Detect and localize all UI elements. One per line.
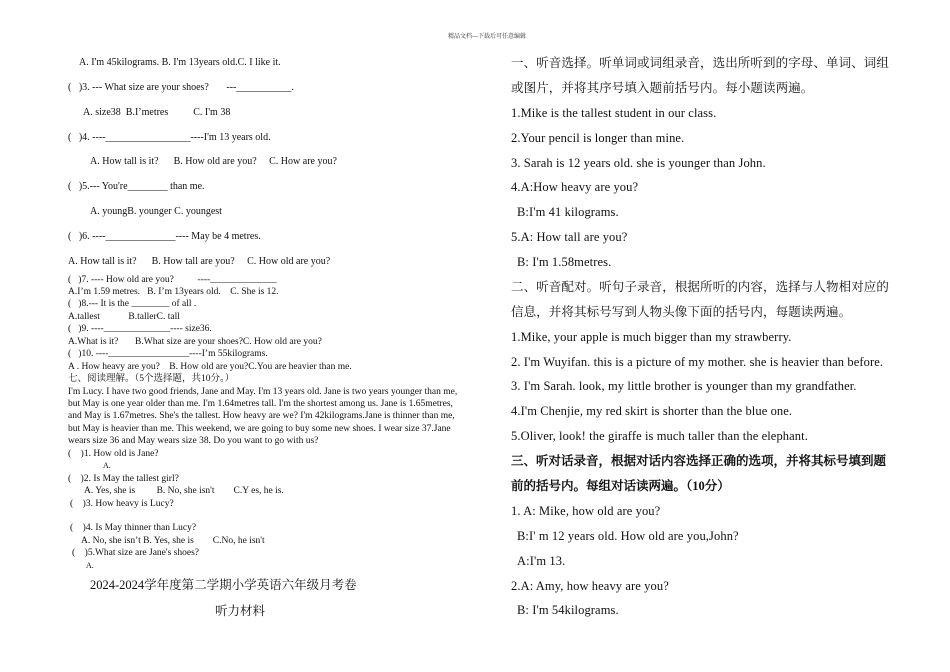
section-3-dialog-2a: 2.A: Amy, how heavy are you? <box>511 579 669 593</box>
q3-question: ( )3. --- What size are your shoes? ---___________. <box>68 82 294 93</box>
q7-options: A.I’m 1.59 metres. B. I’m 13years old. C. She is 12. <box>68 287 279 297</box>
reading-section-heading: 七、阅读理解。（5个选择题，共10分。） <box>68 374 235 384</box>
section-1-instruction-line-2: 或图片，并将其序号填入题前括号内。每小题读两遍。 <box>511 81 814 95</box>
q10-question: ( )10. ----_________________----I’m 55kilograms. <box>68 349 268 359</box>
q2-options: A. I'm 45kilograms. B. I'm 13years old.C. I like it. <box>79 57 281 68</box>
document-title: 2024-2024学年度第二学期小学英语六年级月考卷 <box>90 578 357 592</box>
q8-question: ( )8.--- It is the ________ of all . <box>68 299 197 309</box>
q5-question: ( )5.--- You're________ than me. <box>68 181 205 192</box>
reading-passage-line-1: I'm Lucy. I have two good friends, Jane and May. I'm 13 years old. Jane is two years younger than me, <box>68 387 458 397</box>
q9-options: A.What is it? B.What size are your shoes?C. How old are you? <box>68 337 322 347</box>
q5-options: A. youngB. younger C. youngest <box>90 206 222 217</box>
q6-question: ( )6. ----______________---- May be 4 metres. <box>68 231 261 242</box>
section-1-item-1: 1.Mike is the tallest student in our class. <box>511 106 717 120</box>
section-3-dialog-2b: B: I'm 54kilograms. <box>517 603 619 617</box>
section-1-item-4a: 4.A:How heavy are you? <box>511 180 639 194</box>
q9-question: ( )9. ----______________---- size36. <box>68 324 212 334</box>
q3-options: A. size38 B.I’metres C. I'm 38 <box>83 107 231 118</box>
reading-q5-option: A. <box>86 561 94 570</box>
section-2-instruction-line-2: 信息，并将其标号写到人物头像下面的括号内，每题读两遍。 <box>511 305 852 319</box>
section-3-dialog-1c: A:I'm 13. <box>517 554 566 568</box>
section-2-instruction-line-1: 二、听音配对。听句子录音，根据所听的内容，选择与人物相对应的 <box>511 280 890 294</box>
reading-q3: ( )3. How heavy is Lucy? <box>70 499 174 509</box>
section-1-item-5b: B: I'm 1.58metres. <box>517 255 612 269</box>
reading-passage-line-4: but May is heavier than me. This weekend, we are going to buy some new shoes. I wear size 37.Jane <box>68 424 451 434</box>
q10-options: A . How heavy are you? B. How old are you?C.You are heavier than me. <box>68 362 352 372</box>
reading-passage-line-3: and May is 1.67metres. She's the tallest. How heavy are we? I'm 42kilograms.Jane is thinner than me, <box>68 411 455 421</box>
q8-options: A.tallest B.tallerC. tall <box>68 312 180 322</box>
reading-passage-line-2: but May is one year older than me. I'm 1.64metres tall. I'm the shortest among us. Jane is 1.65metres, <box>68 399 453 409</box>
reading-q4-options: A. No, she isn’t B. Yes, she is C.No, he isn't <box>81 536 265 546</box>
section-3-instruction-line-1: 三、听对话录音，根据对话内容选择正确的选项，并将其标号填到题 <box>511 454 887 468</box>
reading-q4: ( )4. Is May thinner than Lucy? <box>70 523 197 533</box>
section-3-dialog-1a: 1. A: Mike, how old are you? <box>511 504 661 518</box>
section-2-item-4: 4.I'm Chenjie, my red skirt is shorter than the blue one. <box>511 404 793 418</box>
section-2-item-2: 2. I'm Wuyifan. this is a picture of my mother. she is heavier than before. <box>511 355 884 369</box>
document-subtitle: 听力材料 <box>215 604 266 618</box>
reading-q1: ( )1. How old is Jane? <box>68 449 159 459</box>
section-1-item-3: 3. Sarah is 12 years old. she is younger than John. <box>511 156 766 170</box>
page-header-note: 精品文档---下载后可任意编辑 <box>448 34 526 40</box>
q4-question: ( )4. ----_________________----I'm 13 years old. <box>68 132 271 143</box>
q4-options: A. How tall is it? B. How old are you? C. How are you? <box>90 156 337 167</box>
section-2-item-5: 5.Oliver, look! the giraffe is much taller than the elephant. <box>511 429 808 443</box>
reading-q2-options: A. Yes, she is B. No, she isn't C.Y es, he is. <box>84 486 284 496</box>
section-1-item-5a: 5.A: How tall are you? <box>511 230 628 244</box>
section-3-dialog-1b: B:I' m 12 years old. How old are you,John? <box>517 529 739 543</box>
section-2-item-1: 1.Mike, your apple is much bigger than my strawberry. <box>511 330 792 344</box>
section-3-instruction-line-2: 前的括号内。每组对话读两遍。（10分） <box>511 479 730 493</box>
section-1-item-2: 2.Your pencil is longer than mine. <box>511 131 685 145</box>
section-1-item-4b: B:I'm 41 kilograms. <box>517 205 619 219</box>
reading-q5: ( )5.What size are Jane's shoes? <box>72 548 200 558</box>
reading-q1-option: A. <box>103 461 111 470</box>
reading-q2: ( )2. Is May the tallest girl? <box>68 474 179 484</box>
section-1-instruction-line-1: 一、听音选择。听单词或词组录音，选出所听到的字母、单词、词组 <box>511 56 890 70</box>
q6-options: A. How tall is it? B. How tall are you? C. How old are you? <box>68 256 331 267</box>
section-2-item-3: 3. I'm Sarah. look, my little brother is younger than my grandfather. <box>511 379 857 393</box>
reading-passage-line-5: wears size 36 and May wears size 38. Do you want to go with us? <box>68 436 319 446</box>
q7-question: ( )7. ---- How old are you? ----______________ <box>68 275 277 285</box>
